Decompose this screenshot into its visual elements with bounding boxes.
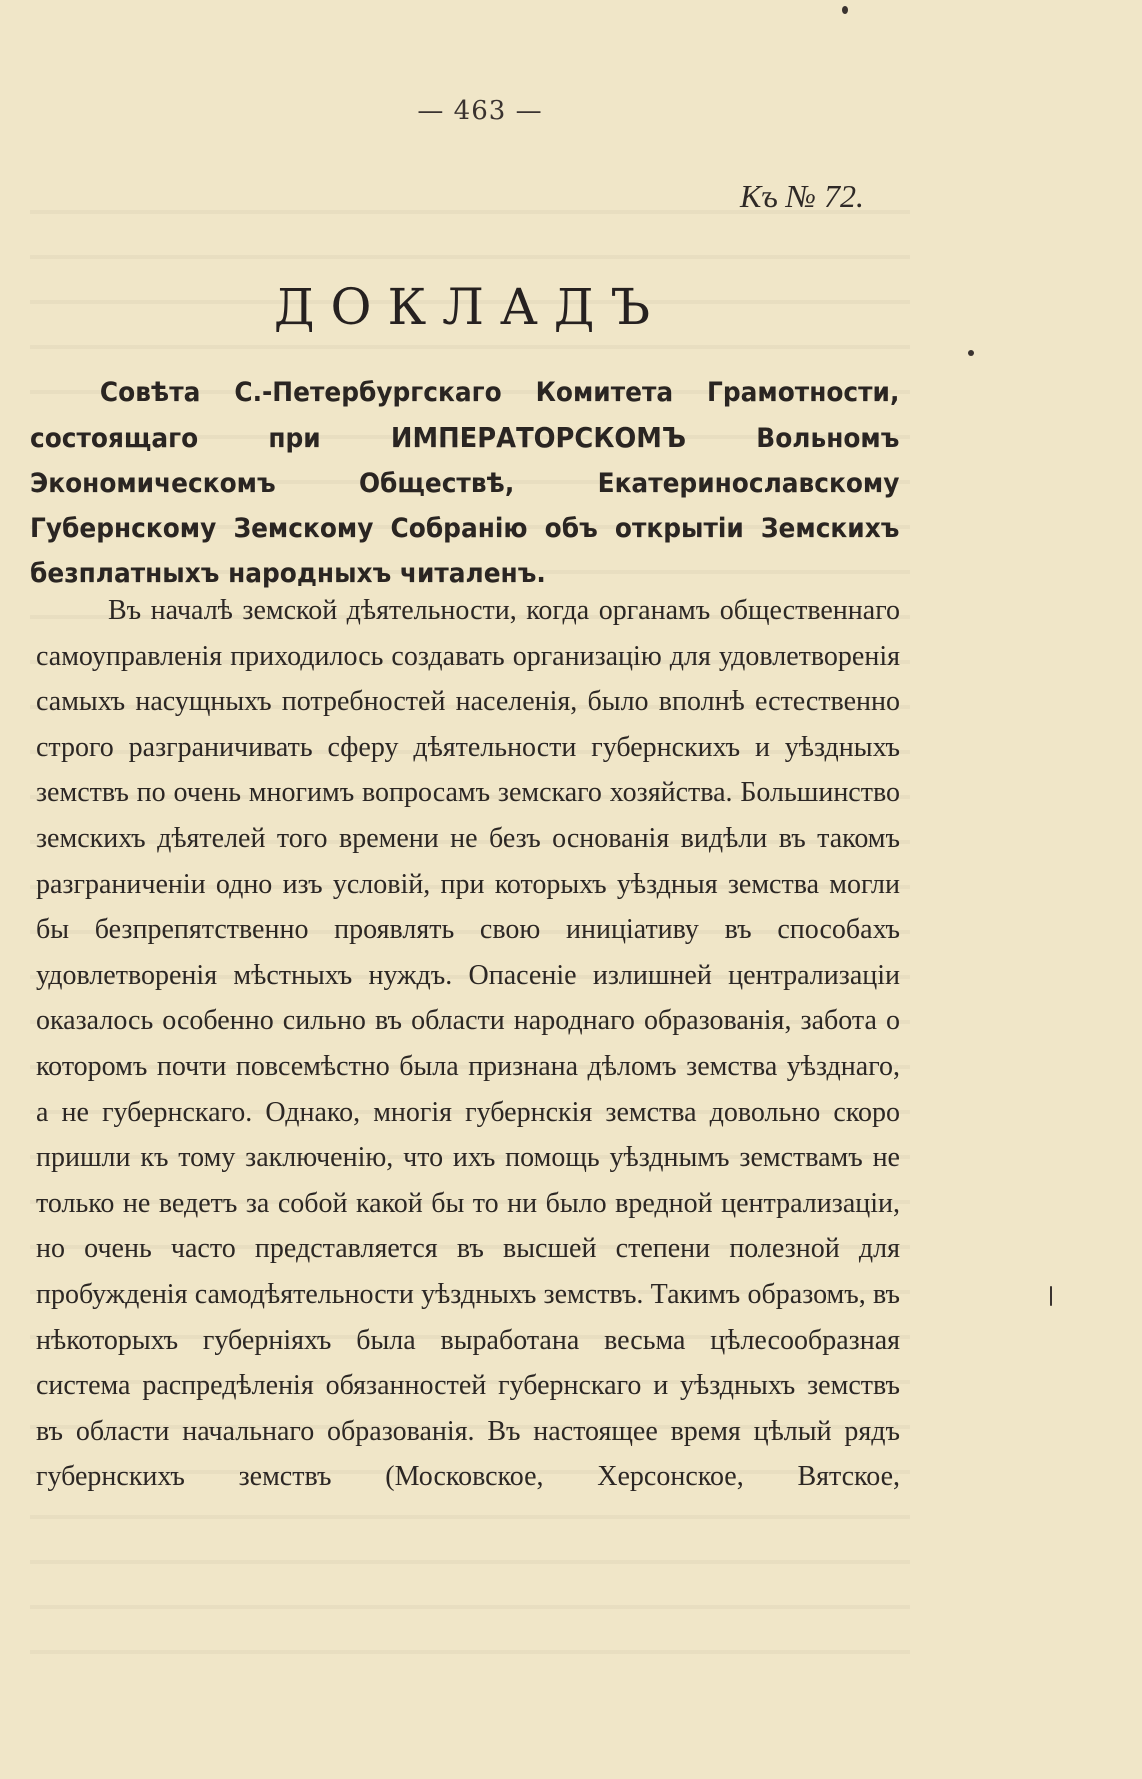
document-title: ДОКЛАДЪ	[273, 278, 667, 336]
body-paragraph: Въ началѣ земской дѣятельности, когда органамъ общественнаго самоуправленія приходилось создавать организацію для удовлетворенія самыхъ насущныхъ потребностей населенія, было вполнѣ естественно строго разграничивать сферу дѣятельности губернскихъ и уѣздныхъ земствъ по очень многимъ вопросамъ земскаго хозяйства. Большинство земскихъ дѣятелей того времени не безъ основанія видѣли въ такомъ разграниченіи одно изъ условій, при которыхъ уѣздныя земства могли бы безпрепятственно проявлять свою иниціативу въ способахъ удовлетворенія мѣстныхъ нуждъ. Опасеніе излишней централизаціи оказалось особенно сильно въ области народнаго образованія, забота о которомъ почти повсемѣстно была признана дѣломъ земства уѣзднаго, а не губернскаго. Однако, многія губернскія земства довольно скоро пришли къ тому заключенію, что ихъ помощь уѣзднымъ земствамъ не только не ведетъ за собой какой бы то ни было вредной централизаціи, но очень часто представляется въ высшей степени полезной для пробужденія самодѣятельности уѣздныхъ земствъ. Такимъ образомъ, въ нѣкоторыхъ губерніяхъ была выработана весьма цѣлесообразная система распредѣленія обязанностей губернскаго и уѣздныхъ земствъ въ области начальнаго образованія. Въ настоящее время цѣлый рядъ губернскихъ земствъ (Московское, Херсонское, Вятское,	[36, 595, 900, 1493]
document-heading-text	[30, 370, 899, 596]
heading-part-2: Вольномъ Экономическомъ Обществѣ, Екатеринославскому Губернскому Земскому Собранію объ открытіи Земскихъ безплатныхъ народныхъ читаленъ.	[30, 423, 900, 589]
document-reference: Къ № 72.	[739, 178, 864, 214]
ink-speck	[842, 6, 848, 14]
ink-speck	[968, 350, 974, 356]
document-heading	[30, 370, 900, 596]
heading-caps: ИМПЕРАТОРСКОМЪ	[390, 421, 687, 454]
page-number: — 463 —	[417, 96, 543, 126]
body-text	[36, 588, 900, 1500]
ink-speck	[1050, 1286, 1052, 1306]
heading-part-1: Совѣта С.-Петербургскаго Комитета Грамотности, состоящаго при	[30, 377, 900, 454]
